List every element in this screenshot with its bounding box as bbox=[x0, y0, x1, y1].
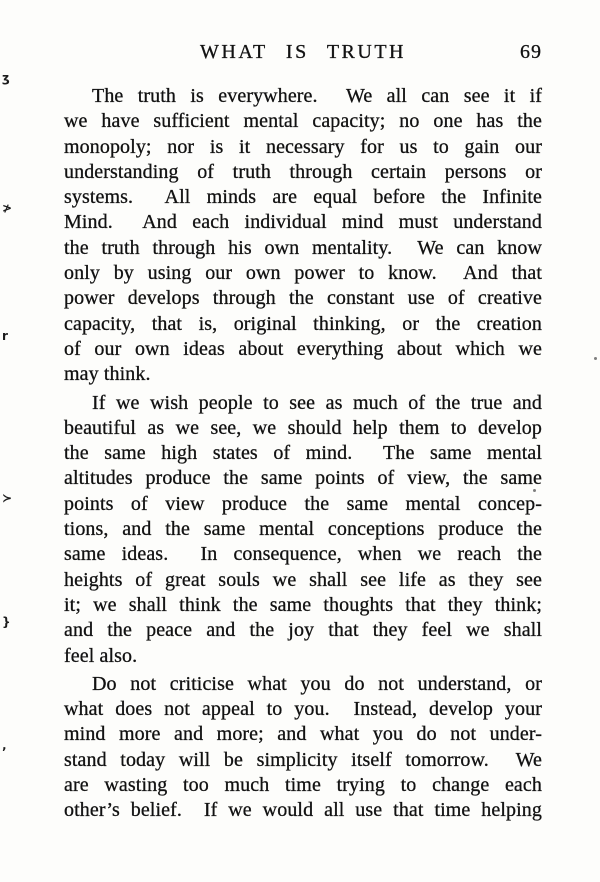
text-line: it; we shall think the same thoughts that they think; bbox=[64, 593, 542, 616]
margin-mark-artifact: ≻ bbox=[2, 491, 13, 505]
margin-mark-artifact: ʒ bbox=[2, 71, 10, 85]
page-header bbox=[64, 41, 542, 67]
paragraph bbox=[64, 84, 542, 388]
text-line: tions, and the same mental conceptions produce the bbox=[64, 518, 542, 541]
scan-speck-artifact bbox=[594, 357, 597, 360]
margin-mark-artifact: } bbox=[2, 615, 11, 629]
paragraph bbox=[64, 391, 542, 669]
text-line: beautiful as we see, we should help them to develop bbox=[64, 416, 542, 439]
text-line: points of view produce the same mental concep- bbox=[64, 492, 542, 515]
text-line: stand today will be simplicity itself tomorrow. We bbox=[64, 748, 542, 771]
text-line: mind more and more; and what you do not under- bbox=[64, 723, 542, 746]
text-line: only by using our own power to know. And that bbox=[64, 262, 542, 285]
text-line: understanding of truth through certain persons or bbox=[64, 160, 542, 183]
text-line: the same high states of mind. The same mental bbox=[64, 442, 542, 465]
page-title: WHAT IS TRUTH bbox=[200, 41, 406, 63]
text-line: If we wish people to see as much of the true and bbox=[92, 391, 542, 414]
scan-speck-artifact bbox=[533, 489, 536, 492]
margin-mark-artifact: ʼ bbox=[2, 745, 7, 759]
text-line: systems. All minds are equal before the Infinite bbox=[64, 186, 542, 209]
text-line: heights of great souls we shall see life as they see bbox=[64, 568, 542, 591]
text-line: other’s belief. If we would all use that time helping bbox=[64, 799, 542, 822]
text-line: are wasting too much time trying to change each bbox=[64, 774, 542, 797]
paragraph bbox=[64, 672, 542, 824]
text-line: feel also. bbox=[64, 644, 138, 667]
text-line: power develops through the constant use of creative bbox=[64, 287, 542, 310]
margin-mark-artifact: r bbox=[2, 329, 8, 343]
text-line: what does not appeal to you. Instead, develop your bbox=[64, 698, 542, 721]
text-line: capacity, that is, original thinking, or the creation bbox=[64, 312, 542, 335]
text-line: may think. bbox=[64, 363, 151, 386]
text-line: monopoly; nor is it necessary for us to gain our bbox=[64, 135, 542, 158]
text-block bbox=[64, 84, 542, 824]
text-line: the truth through his own mentality. We can know bbox=[64, 236, 542, 259]
text-line: altitudes produce the same points of view, the same bbox=[64, 467, 542, 490]
text-line: Mind. And each individual mind must understand bbox=[64, 211, 542, 234]
text-line: of our own ideas about everything about which we bbox=[64, 337, 542, 360]
text-line: Do not criticise what you do not understand, or bbox=[92, 672, 542, 695]
text-line: we have sufficient mental capacity; no one has the bbox=[64, 110, 542, 133]
text-line: The truth is everywhere. We all can see it if bbox=[92, 85, 542, 107]
margin-mark-artifact: ≯ bbox=[2, 201, 13, 215]
text-line: same ideas. In consequence, when we reach the bbox=[64, 543, 542, 566]
page-number: 69 bbox=[520, 41, 542, 63]
text-line: and the peace and the joy that they feel we shall bbox=[64, 619, 542, 642]
